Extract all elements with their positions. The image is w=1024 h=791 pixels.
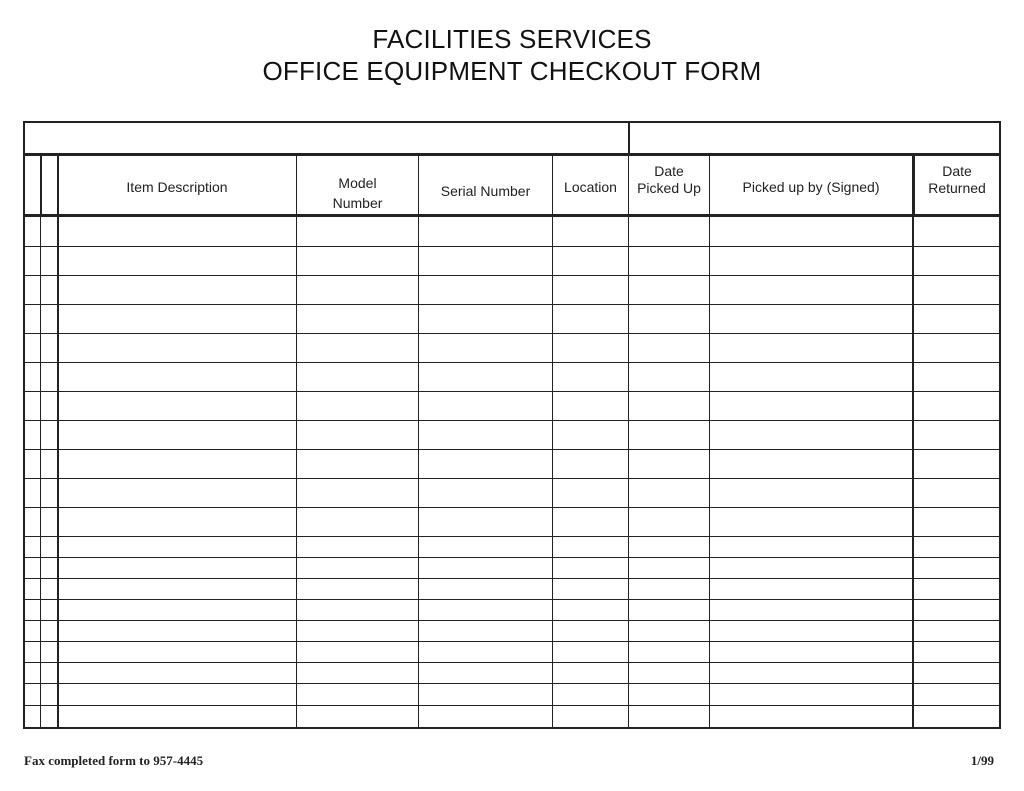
column-divider — [23, 153, 25, 729]
header-item-description: Item Description — [126, 179, 228, 195]
column-divider — [709, 153, 710, 729]
table-bottom-border — [23, 727, 1001, 729]
column-divider — [628, 153, 629, 729]
top-band-divider — [628, 121, 630, 153]
header-date-picked-up-line2: Picked Up — [637, 180, 701, 196]
header-date-returned — [914, 163, 1000, 197]
row-divider — [23, 536, 1001, 537]
header-date-picked-up-line1: Date — [654, 163, 684, 179]
column-divider — [296, 153, 297, 729]
row-divider — [23, 362, 1001, 363]
header-model-line1: Model — [338, 175, 377, 191]
column-divider — [418, 153, 419, 729]
header-col-divider — [40, 153, 42, 217]
table-left-border — [23, 121, 25, 153]
form-title-line1: FACILITIES SERVICES — [372, 24, 652, 54]
row-divider — [23, 683, 1001, 684]
header-date-returned-line1: Date — [942, 163, 972, 179]
form-version: 1/99 — [970, 753, 994, 768]
header-picked-up-by: Picked up by (Signed) — [742, 179, 880, 195]
column-divider — [912, 153, 914, 729]
row-divider — [23, 449, 1001, 450]
fax-note: Fax completed form to 957-4445 — [24, 753, 204, 768]
row-divider — [23, 705, 1001, 706]
column-divider — [57, 153, 59, 729]
row-divider — [23, 578, 1001, 579]
column-divider — [999, 153, 1001, 729]
row-divider — [23, 557, 1001, 558]
table-right-border — [999, 121, 1001, 153]
row-divider — [23, 420, 1001, 421]
row-divider — [23, 391, 1001, 392]
row-divider — [23, 507, 1001, 508]
header-top-border — [23, 153, 1001, 156]
row-divider — [23, 275, 1001, 276]
header-location: Location — [564, 179, 617, 195]
row-divider — [23, 662, 1001, 663]
row-divider — [23, 246, 1001, 247]
row-divider — [23, 333, 1001, 334]
column-divider — [552, 153, 553, 729]
form-title-line2: OFFICE EQUIPMENT CHECKOUT FORM — [262, 56, 762, 86]
table-top-border — [23, 121, 1001, 123]
header-model-number — [297, 175, 418, 212]
column-divider — [40, 153, 41, 729]
header-model-line2: Number — [332, 195, 383, 211]
row-divider — [23, 620, 1001, 621]
row-divider — [23, 478, 1001, 479]
row-divider — [23, 641, 1001, 642]
row-divider — [23, 599, 1001, 600]
row-divider — [23, 304, 1001, 305]
header-serial-number: Serial Number — [440, 183, 531, 199]
header-date-picked-up — [629, 163, 709, 197]
header-date-returned-line2: Returned — [928, 180, 986, 196]
header-bottom-border — [23, 214, 1001, 217]
